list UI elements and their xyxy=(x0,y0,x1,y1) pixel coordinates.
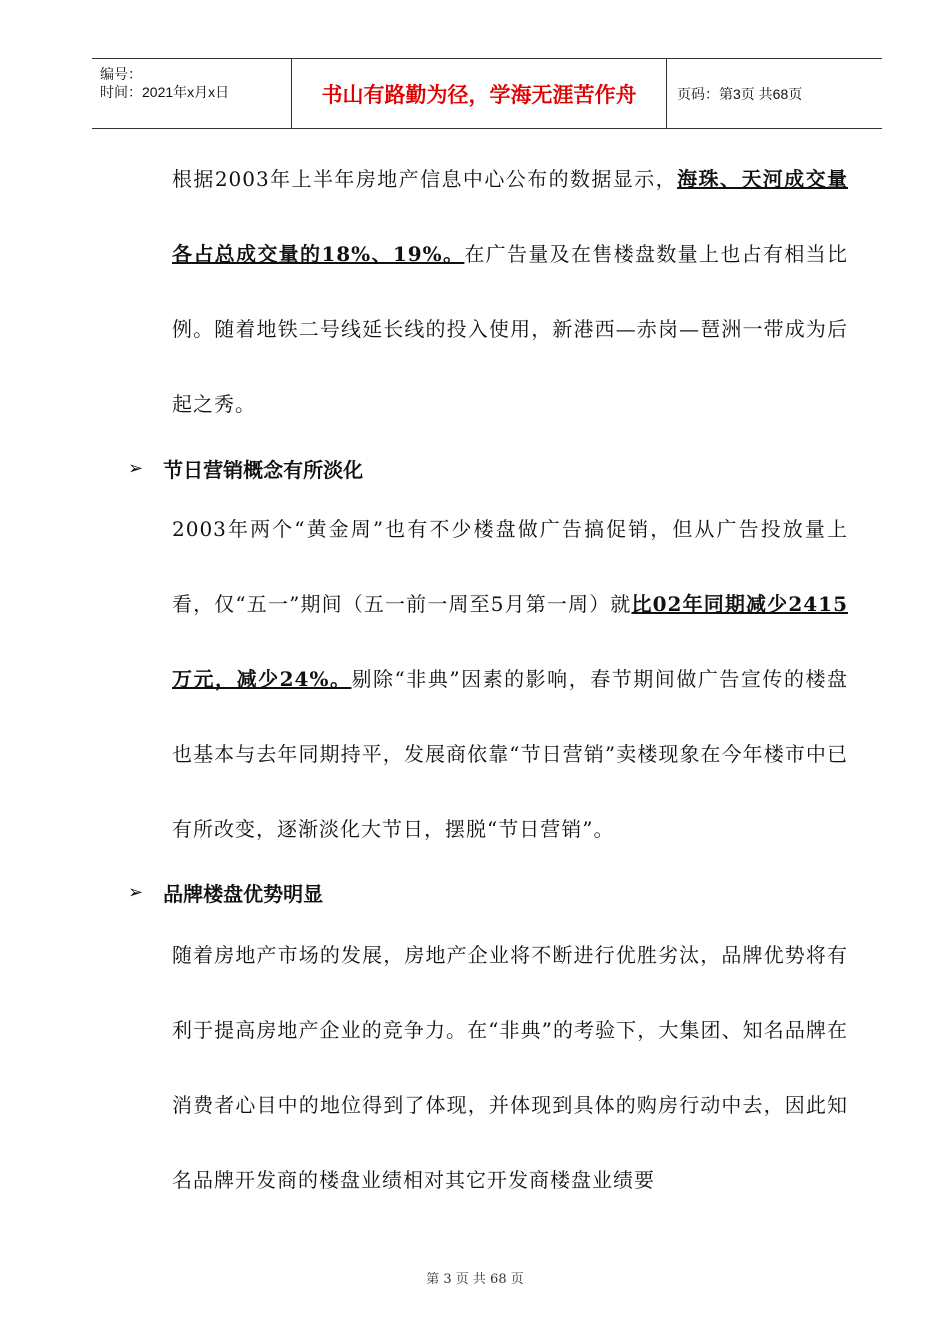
paragraph-district-share xyxy=(172,142,848,442)
section-heading-brand-advantage xyxy=(128,878,323,907)
number-label: 编号： xyxy=(100,66,142,82)
paragraph-text: 随着房地产市场的发展，房地产企业将不断进行优胜劣汰，品牌优势将有利于提高房地产企业的竞争力。在“非典”的考验下，大集团、知名品牌在消费者心目中的地位得到了体现，并体现到具体的购房行动中去，因此知名品牌开发商的楼盘业绩相对其它开发商楼盘业绩要 xyxy=(172,943,848,1192)
highlight-text: 比02年同期减少2415万元，减少24%。 xyxy=(172,592,848,691)
paragraph-text: 根据2003年上半年房地产信息中心公布的数据显示， xyxy=(172,167,678,191)
header-page-label: 页码：第3页 共68页 xyxy=(677,85,803,102)
paragraph-brand-advantage xyxy=(172,918,848,1218)
arrow-bullet-icon: ➢ xyxy=(128,458,144,479)
heading-title: 节日营销概念有所淡化 xyxy=(163,458,364,482)
header-meta xyxy=(92,59,292,128)
paragraph-holiday-marketing xyxy=(172,492,848,867)
paragraph-text: 在广告量及在售楼盘数量上也占有相当比例。随着地铁二号线延长线的投入使用，新港西—赤岗—琶洲一带成为后起之秀。 xyxy=(172,242,849,416)
page-header xyxy=(92,58,882,129)
paragraph-text: 2003年两个“黄金周”也有不少楼盘做广告搞促销，但从广告投放量上看，仅“五一”期间（五一前一周至5月第一周）就 xyxy=(172,517,848,616)
section-heading-holiday-marketing xyxy=(128,454,363,483)
heading-title: 品牌楼盘优势明显 xyxy=(163,882,324,906)
page-footer: 第 3 页 共 68 页 xyxy=(426,1272,524,1287)
arrow-bullet-icon: ➢ xyxy=(128,882,144,903)
highlight-text: 海珠、天河成交量各占总成交量的18%、19%。 xyxy=(172,167,848,266)
paragraph-text: 剔除“非典”因素的影响，春节期间做广告宣传的楼盘也基本与去年同期持平，发展商依靠“节日营销”卖楼现象在今年楼市中已有所改变，逐渐淡化大节日，摆脱“节日营销”。 xyxy=(172,667,848,841)
time-label: 时间：2021年x月x日 xyxy=(100,84,230,100)
header-motto: 书山有路勤为径，学海无涯苦作舟 xyxy=(292,59,667,128)
